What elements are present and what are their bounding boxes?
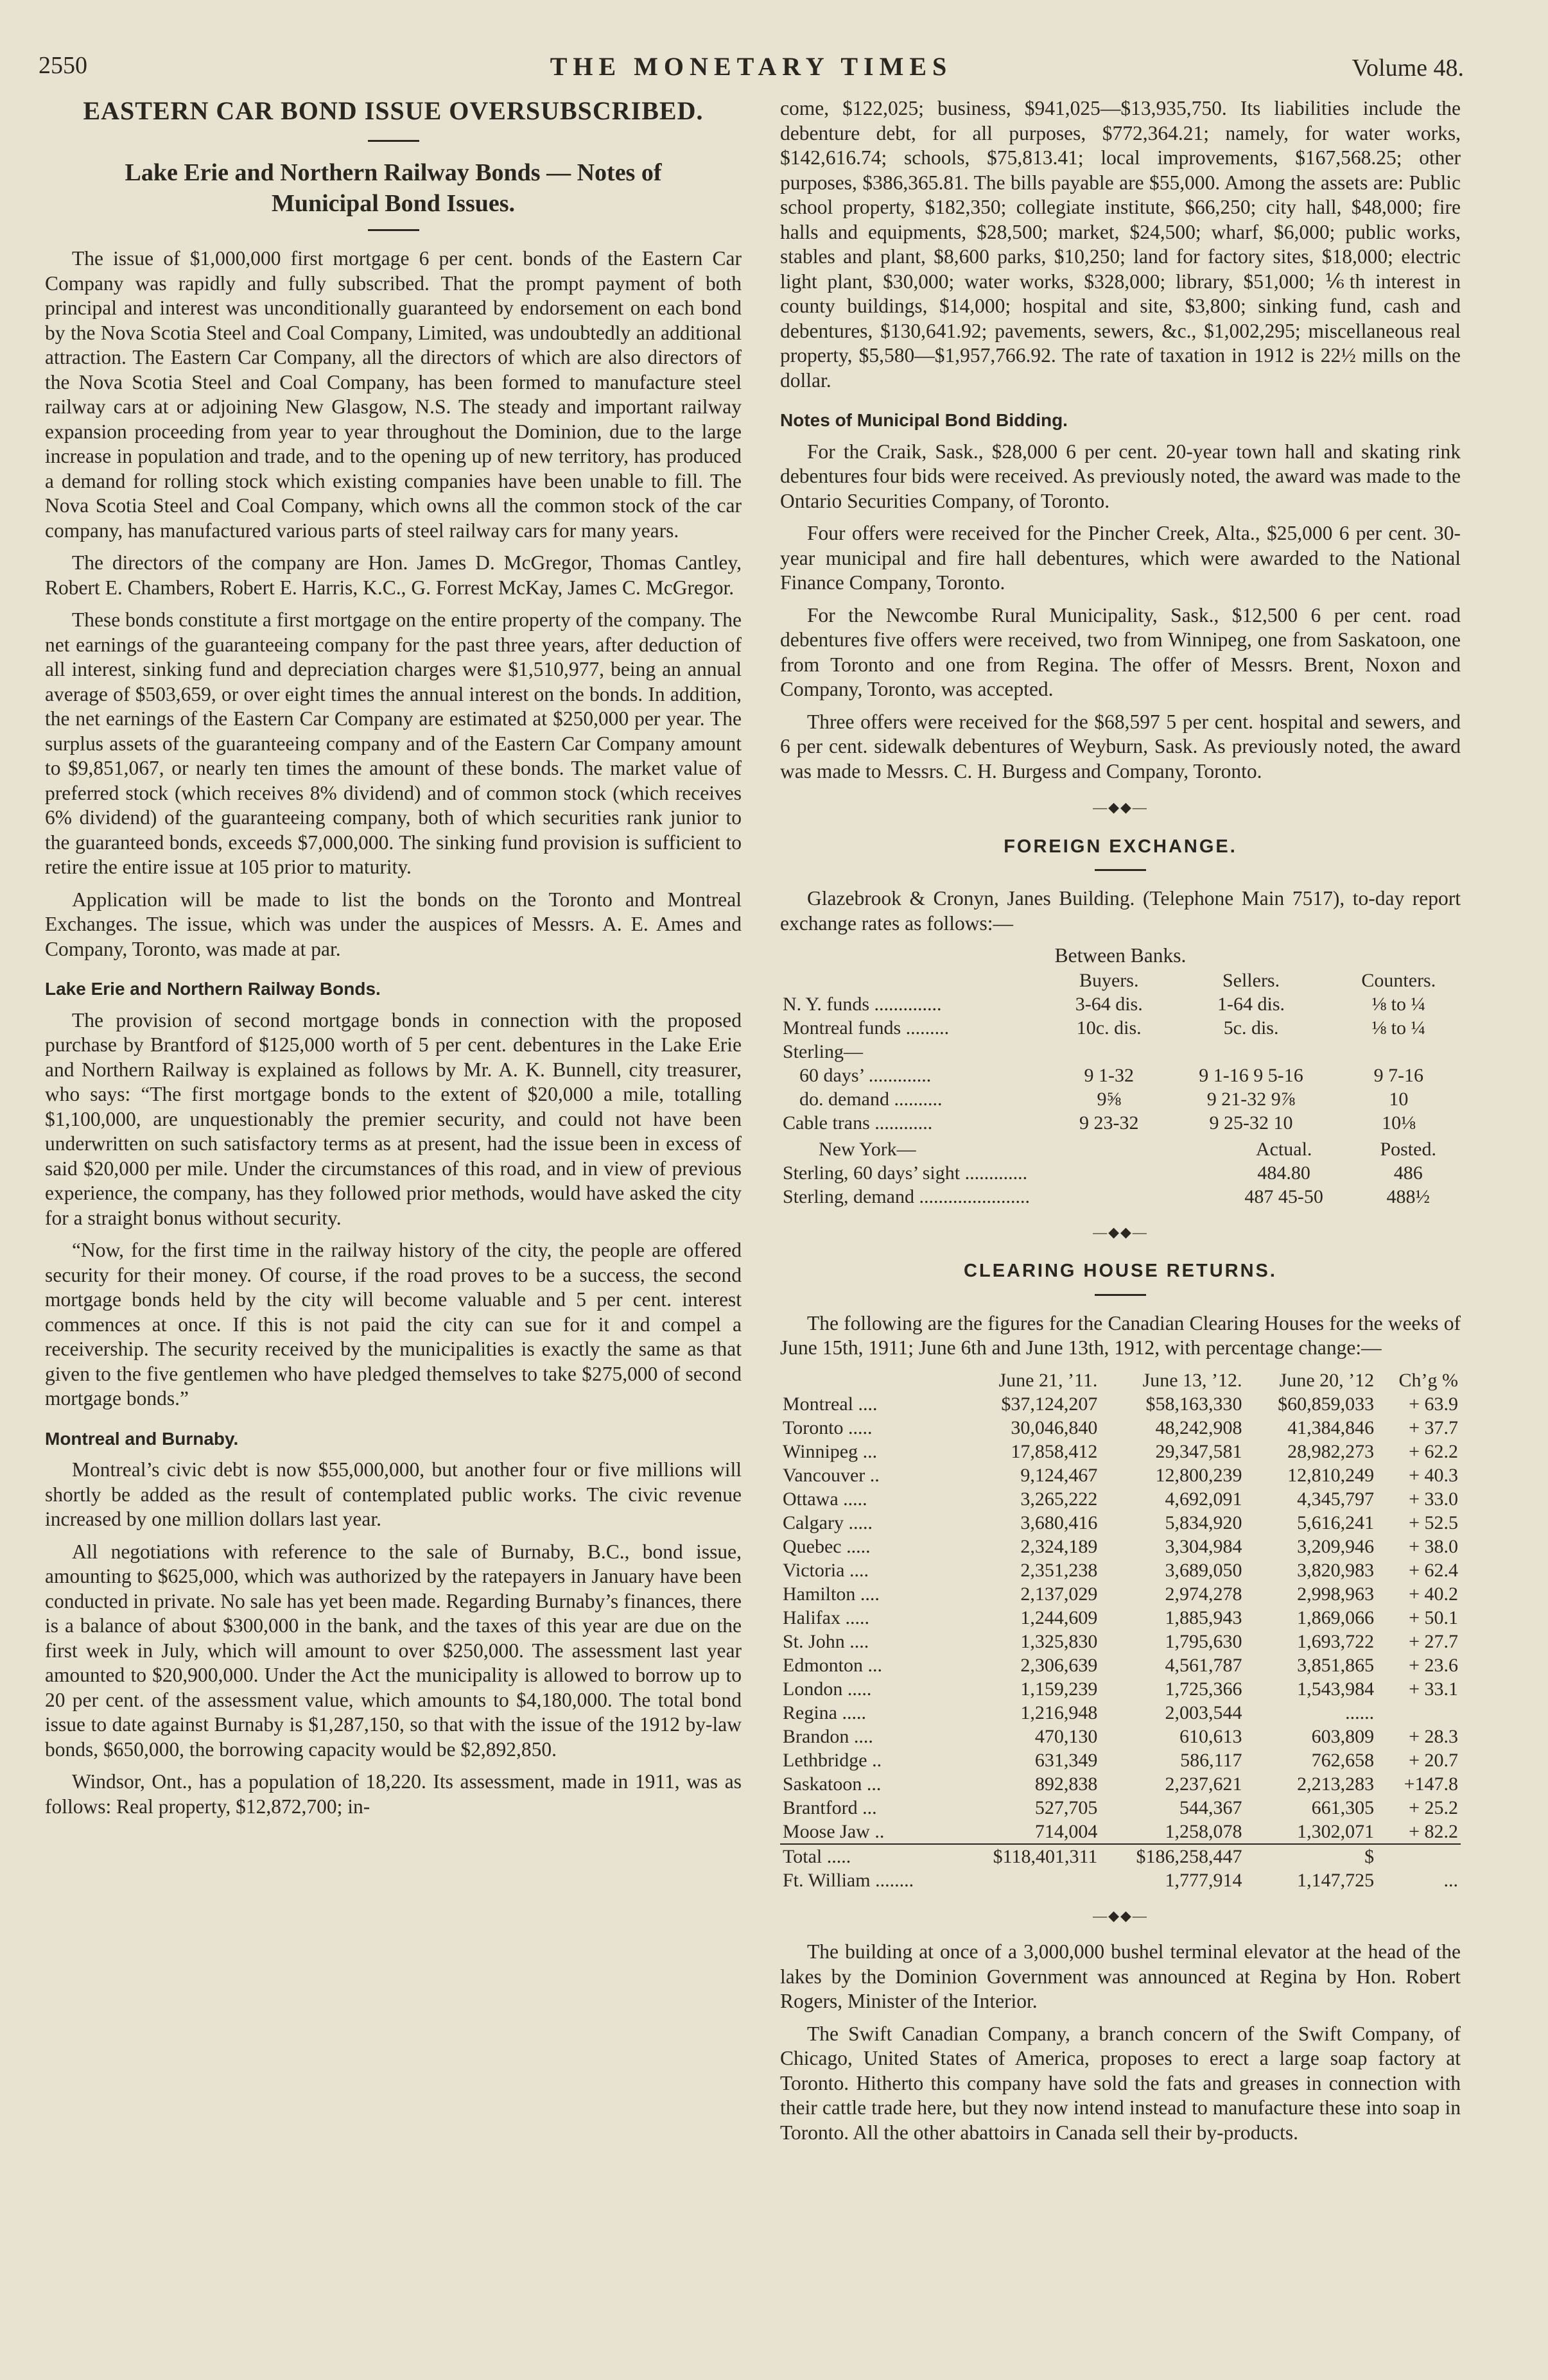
table-cell: ......: [1345, 1702, 1375, 1723]
table-cell: + 50.1: [1409, 1607, 1458, 1628]
paragraph: Montreal’s civic debt is now $55,000,000, but another four or five millions will shortly be added as the result of contemplated public works. The civic revenue increased by one million dollars last year.: [45, 1458, 742, 1530]
table-cell: Vancouver ..: [783, 1464, 880, 1486]
table-cell: 2,306,639: [1020, 1654, 1098, 1676]
paragraph: Three offers were received for the $68,597 5 per cent. hospital and sewers, and 6 per cent. sidewalk debentures of Weyburn, Sask. As previously noted, the award was made to Messrs. C. H. Burgess and Company, Toronto.: [780, 710, 1461, 782]
subhead-line-2: Municipal Bond Issues.: [271, 190, 516, 217]
table-cell: 10: [1389, 1088, 1409, 1110]
table-cell: 1,795,630: [1165, 1630, 1242, 1652]
table-cell: Montreal funds .........: [783, 1017, 950, 1039]
table-cell: Sterling, 60 days’ sight .............: [783, 1162, 1028, 1184]
paragraph: The building at once of a 3,000,000 bushel terminal elevator at the head of the lakes by the Dominion Government was announced at Regina by Hon. Robert Rogers, Minister of the Interior.: [780, 1940, 1461, 2012]
table-header: Counters.: [1361, 969, 1436, 991]
table-cell: $58,163,330: [1145, 1393, 1242, 1415]
magazine-title: THE MONETARY TIMES: [550, 52, 953, 81]
table-cell: 486: [1393, 1162, 1423, 1184]
table-cell: $: [1364, 1845, 1375, 1867]
table-cell: 714,004: [957, 1820, 1100, 1844]
table-cell: 1,302,071: [1245, 1820, 1377, 1844]
table-cell: 29,347,581: [1155, 1440, 1242, 1462]
table-cell: ⅛ to ¼: [1371, 993, 1425, 1015]
table-cell: 484.80: [1257, 1162, 1310, 1184]
table-cell: +147.8: [1404, 1773, 1458, 1795]
table-row: [780, 1653, 1461, 1677]
table-cell: + 40.2: [1409, 1583, 1458, 1605]
paragraph: The Swift Canadian Company, a branch concern of the Swift Company, of Chicago, United States of America, proposes to erect a large soap factory at Toronto. Hitherto this company have sold the fats and greases in connection with their cattle trade here, but they now intend instead to manufacture these into soap in Toronto. All the other abattoirs in Canada sell their by-products.: [780, 2022, 1461, 2144]
table-header: [780, 969, 1052, 992]
table-cell: 661,305: [1311, 1797, 1375, 1818]
table-cell: Calgary .....: [783, 1512, 873, 1533]
table-header: [780, 1368, 957, 1392]
table-cell: 3,304,984: [1165, 1535, 1242, 1557]
table-cell: 1,159,239: [1020, 1678, 1098, 1700]
table-cell: + 82.2: [1377, 1820, 1461, 1844]
section-heading: FOREIGN EXCHANGE.: [1004, 836, 1237, 857]
table-cell: + 63.9: [1409, 1393, 1458, 1415]
table-cell: 4,561,787: [1165, 1654, 1242, 1676]
table-cell: Regina .....: [783, 1702, 866, 1723]
table-cell: [1337, 1040, 1461, 1064]
table-cell: Victoria ....: [783, 1559, 869, 1581]
page-header: [39, 51, 1464, 90]
table-cell: 17,858,412: [1011, 1440, 1098, 1462]
table-cell: [957, 1868, 1100, 1892]
table-header: June 21, ’11.: [998, 1369, 1098, 1391]
table-cell: + 52.5: [1409, 1512, 1458, 1533]
paragraph: For the Craik, Sask., $28,000 6 per cent. 20-year town hall and skating rink debentures four bids were received. As previously noted, the award was made to the Ontario Securities Company, of Toronto.: [780, 440, 1461, 512]
table-cell: Halifax .....: [783, 1607, 869, 1628]
table-row: [780, 1368, 1461, 1392]
table-cell: $118,401,311: [993, 1845, 1098, 1867]
right-column: [780, 96, 1461, 2330]
table-cell: Toronto .....: [783, 1417, 873, 1438]
table-row: [780, 1392, 1461, 1416]
table-cell: $37,124,207: [1001, 1393, 1098, 1415]
table-cell: 2,237,621: [1165, 1773, 1242, 1795]
table-row: [780, 1040, 1461, 1064]
table-cell: $186,258,447: [1136, 1845, 1242, 1867]
table-cell: 9 21-32 9⅞: [1206, 1088, 1296, 1110]
table-cell: 3,680,416: [1020, 1512, 1098, 1533]
divider: [368, 229, 419, 231]
paragraph: Glazebrook & Cronyn, Janes Building. (Telephone Main 7517), to-day report exchange rates as follows:—: [780, 887, 1461, 935]
table-cell: [1377, 1701, 1461, 1725]
table-header: June 13, ’12.: [1142, 1369, 1242, 1391]
table-cell: 12,810,249: [1287, 1464, 1375, 1486]
table-cell: ⅛ to ¼: [1371, 1017, 1425, 1039]
table-row: [780, 1137, 1461, 1161]
table-cell: + 62.4: [1409, 1559, 1458, 1581]
page-number: 2550: [39, 52, 87, 79]
paragraph: Application will be made to list the bonds on the Toronto and Montreal Exchanges. The issue, which was under the auspices of Messrs. A. E. Ames and Company, Toronto, was made at par.: [45, 888, 742, 960]
table-header: Buyers.: [1079, 969, 1139, 991]
paragraph: The following are the figures for the Canadian Clearing Houses for the weeks of June 15th, 1911; June 6th and June 13th, 1912, with percentage change:—: [780, 1311, 1461, 1359]
table-cell: 1,885,943: [1165, 1607, 1242, 1628]
table-row: [780, 1111, 1461, 1135]
table-header: Sellers.: [1222, 969, 1280, 991]
table-cell: 9,124,467: [1020, 1464, 1098, 1486]
table-row: [780, 969, 1461, 992]
table-cell: 4,345,797: [1297, 1488, 1375, 1510]
table-cell: 5,616,241: [1297, 1512, 1375, 1533]
table-cell: 1-64 dis.: [1217, 993, 1285, 1015]
article-subhead: [45, 157, 742, 219]
table-cell: Hamilton ....: [783, 1583, 880, 1605]
table-cell: 9 25-32 10: [1209, 1112, 1293, 1134]
fx-subheading: Between Banks.: [1054, 944, 1187, 967]
table-cell: 3,209,946: [1297, 1535, 1375, 1557]
table-cell: 3,851,865: [1297, 1654, 1375, 1676]
table-cell: 603,809: [1311, 1725, 1375, 1747]
paragraph: Four offers were received for the Pincher Creek, Alta., $25,000 6 per cent. 30-year municipal and fire hall debentures, which were awarded to the National Finance Company, Toronto.: [780, 522, 1461, 594]
table-row: [780, 1820, 1461, 1844]
table-cell: Moose Jaw ..: [780, 1820, 957, 1844]
table-cell: 1,147,725: [1297, 1869, 1375, 1891]
table-cell: 1,725,366: [1165, 1678, 1242, 1700]
ornament-divider: —◆◆—: [1093, 799, 1148, 815]
table-cell: + 20.7: [1409, 1749, 1458, 1771]
table-cell: 2,213,283: [1297, 1773, 1375, 1795]
paragraph: These bonds constitute a first mortgage on the entire property of the company. The net earnings of the guaranteeing company for the past three years, after deduction of all interest, sinking fund and depreciation charges were $1,510,977, being an annual average of $503,659, or over eight times the annual interest on the bonds. In addition, the net earnings of the Eastern Car Company are estimated at $250,000 per year. The surplus assets of the guaranteeing company and of the Eastern Car Company amount to $9,851,067, or nearly ten times the amount of these bonds. The market value of preferred stock (which receives 8% dividend) and of common stock (which receives 6% dividend) of the guaranteeing company, both of which securities rank junior to the guaranteed bonds, exceeds $7,000,000. The sinking fund provision is sufficient to retire the entire issue at 105 prior to maturity.: [45, 608, 742, 878]
table-header: New York—: [819, 1138, 916, 1160]
table-cell: 1,244,609: [1020, 1607, 1098, 1628]
table-cell: [1377, 1844, 1461, 1868]
table-cell: 2,324,189: [1020, 1535, 1098, 1557]
table-cell: + 37.7: [1409, 1417, 1458, 1438]
table-cell: N. Y. funds ..............: [783, 993, 942, 1015]
table-cell: 1,258,078: [1100, 1820, 1244, 1844]
table-cell: [1165, 1040, 1336, 1064]
table-row: [780, 1416, 1461, 1440]
table-row: [780, 1796, 1461, 1820]
section-heading: Montreal and Burnaby.: [45, 1428, 239, 1449]
table-cell: 9 7-16: [1373, 1064, 1424, 1086]
table-row: [780, 1016, 1461, 1040]
table-cell: 10⅛: [1382, 1112, 1416, 1134]
table-cell: + 27.7: [1409, 1630, 1458, 1652]
table-row: [780, 1558, 1461, 1582]
table-row: [780, 1535, 1461, 1558]
paragraph: For the Newcombe Rural Municipality, Sask., $12,500 6 per cent. road debentures five offers were received, two from Winnipeg, one from Saskatoon, one from Toronto and one from Regina. The offer of Messrs. Brent, Noxon and Company, Toronto, was accepted.: [780, 603, 1461, 700]
table-cell: London .....: [783, 1678, 872, 1700]
table-cell: 28,982,273: [1287, 1440, 1375, 1462]
article-headline: EASTERN CAR BOND ISSUE OVERSUBSCRIBED.: [83, 96, 704, 125]
paragraph: All negotiations with reference to the sale of Burnaby, B.C., bond issue, amounting to $625,000, which was authorized by the ratepayers in January have been conducted in private. No sale has yet been made. Regarding Burnaby’s finances, there is a balance of about $300,000 in the bank, and the taxes of this year are due on the first week in July, which will amount to over $250,000. The assessment last year amounted to $20,900,000. Under the Act the municipality is allowed to borrow up to 20 per cent. of the assessment value, which amounts to $4,180,000. The total bond issue to date against Burnaby is $1,287,150, so that with the issue of the 1912 by-law bonds, $650,000, the borrowing capacity would be $2,892,850.: [45, 1540, 742, 1761]
paragraph: come, $122,025; business, $941,025—$13,935,750. Its liabilities include the debenture debt, for all purposes, $772,364.21; namely, for water works, $142,616.74; schools, $75,813.41; local improvements, $167,568.25; other purposes, $386,365.81. The bills payable are $55,000. Among the assets are: Public school property, $182,350; collegiate institute, $66,250; city hall, $48,000; fire halls and equipments, $28,500; market, $24,500; wharf, $6,000; public works, stables and plant, $8,600 parks, $10,250; land for factory sites, $18,000; electric light plant, $30,000; water works, $328,000; library, $51,000; ⅙th interest in county buildings, $14,000; hospital and site, $3,800; sinking fund, cash and debentures, $130,641.92; pavements, sewers, &c., $1,002,295; miscellaneous real property, $5,580—$1,957,766.92. The rate of taxation in 1912 is 22½ mills on the dollar.: [780, 97, 1461, 392]
table-cell: + 33.1: [1409, 1678, 1458, 1700]
table-cell: Sterling, demand .......................: [783, 1186, 1030, 1207]
table-cell: St. John ....: [783, 1630, 869, 1652]
table-row: [780, 1630, 1461, 1653]
table-cell: 9⅝: [1097, 1088, 1121, 1110]
table-row: [780, 1725, 1461, 1748]
table-cell: 488½: [1386, 1186, 1430, 1207]
section-heading: Lake Erie and Northern Railway Bonds.: [45, 979, 381, 999]
section-heading: CLEARING HOUSE RETURNS.: [964, 1261, 1277, 1281]
ornament-divider: —◆◆—: [1093, 1907, 1148, 1924]
table-cell: 9 1-16 9 5-16: [1199, 1064, 1303, 1086]
table-cell: 5c. dis.: [1223, 1017, 1279, 1039]
table-cell: [1052, 1040, 1165, 1064]
table-cell: 3-64 dis.: [1075, 993, 1143, 1015]
table-cell: 9 1-32: [1084, 1064, 1134, 1086]
table-row: [780, 1487, 1461, 1511]
paragraph: The directors of the company are Hon. James D. McGregor, Thomas Cantley, Robert E. Chambers, Robert E. Harris, K.C., G. Forrest McKay, James C. McGregor.: [45, 551, 742, 599]
table-row: [780, 992, 1461, 1016]
table-row: [780, 1868, 1461, 1892]
table-cell: + 33.0: [1409, 1488, 1458, 1510]
table-cell: 30,046,840: [1011, 1417, 1098, 1438]
left-column: [45, 96, 742, 2330]
table-cell: + 25.2: [1409, 1797, 1458, 1818]
clearing-house-table: [780, 1368, 1461, 1892]
table-cell: + 28.3: [1409, 1725, 1458, 1747]
table-cell: 487 45-50: [1244, 1186, 1323, 1207]
table-cell: + 62.2: [1409, 1440, 1458, 1462]
table-cell: Saskatoon ...: [783, 1773, 882, 1795]
table-cell: + 40.3: [1409, 1464, 1458, 1486]
table-row: [780, 1701, 1461, 1725]
table-cell: + 23.6: [1409, 1654, 1458, 1676]
ornament-divider: —◆◆—: [1093, 1223, 1148, 1240]
table-cell: 1,693,722: [1297, 1630, 1375, 1652]
subhead-line-1: Lake Erie and Northern Railway Bonds — Notes of: [125, 159, 662, 186]
table-row: [780, 1463, 1461, 1487]
table-cell: Brantford ...: [783, 1797, 877, 1818]
table-cell: 41,384,846: [1287, 1417, 1375, 1438]
table-row: [780, 1064, 1461, 1087]
table-cell: Ottawa .....: [783, 1488, 867, 1510]
table-row: [780, 1677, 1461, 1701]
divider: [368, 140, 419, 142]
table-row: [780, 1161, 1461, 1185]
table-cell: 2,351,238: [1020, 1559, 1098, 1581]
table-cell: 2,974,278: [1165, 1583, 1242, 1605]
table-cell: 631,349: [1034, 1749, 1098, 1771]
table-cell: Total .....: [783, 1845, 851, 1867]
table-header: Ch’g %: [1398, 1369, 1458, 1391]
table-row: [780, 1582, 1461, 1606]
table-cell: 60 days’ .............: [799, 1064, 932, 1086]
fx-newyork-table: [780, 1137, 1461, 1209]
volume-label: Volume 48.: [1352, 55, 1464, 82]
table-cell: ...: [1443, 1869, 1458, 1891]
table-cell: 1,543,984: [1297, 1678, 1375, 1700]
table-cell: 586,117: [1180, 1749, 1242, 1771]
table-header: Actual.: [1255, 1138, 1312, 1160]
table-cell: + 38.0: [1409, 1535, 1458, 1557]
table-cell: 762,658: [1311, 1749, 1375, 1771]
divider: [1095, 869, 1146, 871]
divider: [1095, 1294, 1146, 1296]
table-cell: 2,137,029: [1020, 1583, 1098, 1605]
table-cell: 3,265,222: [1020, 1488, 1098, 1510]
table-row: [780, 1606, 1461, 1630]
table-header: June 20, ’12: [1279, 1369, 1375, 1391]
paragraph: The provision of second mortgage bonds in connection with the proposed purchase by Brantford of $125,000 worth of 5 per cent. debentures in the Lake Erie and Northern Railway is explained as follows by Mr. A. K. Bunnell, city treasurer, who says: “The first mortgage bonds to the extent of $20,000 a mile, totalling $1,100,000, are unquestionably the premier security, and could not have been underwritten on such satisfactory terms as at present, had the issue been in excess of said $20,000 per mile. Under the circumstances of this road, and in view of previous experience, the company, has they followed prior methods, would have asked the city for a straight bonus without security.: [45, 1008, 742, 1229]
table-cell: 610,613: [1179, 1725, 1242, 1747]
table-row: [780, 1185, 1461, 1209]
table-cell: 1,777,914: [1165, 1869, 1242, 1891]
table-cell: 12,800,239: [1155, 1464, 1242, 1486]
table-row: [780, 1440, 1461, 1463]
table-row: [780, 1844, 1461, 1868]
table-cell: Edmonton ...: [783, 1654, 882, 1676]
section-heading: Notes of Municipal Bond Bidding.: [780, 410, 1068, 430]
table-cell: 1,869,066: [1297, 1607, 1375, 1628]
table-cell: 2,998,963: [1297, 1583, 1375, 1605]
table-cell: do. demand ..........: [799, 1088, 943, 1110]
table-cell: 2,003,544: [1165, 1702, 1242, 1723]
table-cell: 4,692,091: [1165, 1488, 1242, 1510]
table-cell: 892,838: [1034, 1773, 1098, 1795]
table-cell: 1,216,948: [1020, 1702, 1098, 1723]
table-cell: Montreal ....: [783, 1393, 878, 1415]
table-cell: 10c. dis.: [1076, 1017, 1142, 1039]
paragraph: Windsor, Ont., has a population of 18,220. Its assessment, made in 1911, was as follows: Real property, $12,872,700; in-: [45, 1770, 742, 1818]
table-cell: 1,325,830: [1020, 1630, 1098, 1652]
table-cell: 5,834,920: [1165, 1512, 1242, 1533]
table-row: [780, 1087, 1461, 1111]
table-cell: Ft. William ........: [783, 1869, 914, 1891]
fx-table: [780, 969, 1461, 1135]
table-row: [780, 1772, 1461, 1796]
table-cell: 544,367: [1179, 1797, 1242, 1818]
table-cell: Quebec .....: [783, 1535, 871, 1557]
paragraph: The issue of $1,000,000 first mortgage 6 per cent. bonds of the Eastern Car Company was rapidly and fully subscribed. That the prompt payment of both principal and interest was unconditionally guaranteed by endorsement on each bond by the Nova Scotia Steel and Coal Company, Limited, was undoubtedly an additional attraction. The Eastern Car Company, all the directors of which are also directors of the Nova Scotia Steel and Coal Company, has been formed to manufacture steel railway cars at or adjoining New Glasgow, N.S. The steady and important railway expansion proceeding from year to year throughout the Dominion, due to the large increase in population and trade, and to the opening up of new territory, has produced a demand for rolling stock which existing companies have been unable to fill. The Nova Scotia Steel and Coal Company, which owns all the common stock of the car company, has manufactured various parts of steel railway cars for many years.: [45, 247, 742, 542]
table-row: [780, 1748, 1461, 1772]
table-cell: 48,242,908: [1155, 1417, 1242, 1438]
table-row: [780, 1511, 1461, 1535]
table-cell: 3,820,983: [1297, 1559, 1375, 1581]
table-cell: 3,689,050: [1165, 1559, 1242, 1581]
table-cell: Sterling—: [783, 1040, 863, 1062]
table-cell: Lethbridge ..: [783, 1749, 882, 1771]
table-cell: Cable trans ............: [783, 1112, 933, 1134]
table-header: Posted.: [1380, 1138, 1436, 1160]
table-cell: Winnipeg ...: [783, 1440, 878, 1462]
table-cell: Brandon ....: [783, 1725, 873, 1747]
table-cell: $60,859,033: [1278, 1393, 1375, 1415]
table-cell: 527,705: [1034, 1797, 1098, 1818]
paragraph: “Now, for the first time in the railway history of the city, the people are offered security for their money. Of course, if the road proves to be a success, the second mortgage bonds held by the city will become valuable and 5 per cent. interest commences at once. If this is not paid the city can sue for it and compel a receivership. The security received by the municipalities is exactly the same as that given to the five gentlemen who have pledged themselves to take $275,000 of second mortgage bonds.”: [45, 1239, 742, 1410]
table-cell: 470,130: [1034, 1725, 1098, 1747]
table-cell: 9 23-32: [1079, 1112, 1139, 1134]
